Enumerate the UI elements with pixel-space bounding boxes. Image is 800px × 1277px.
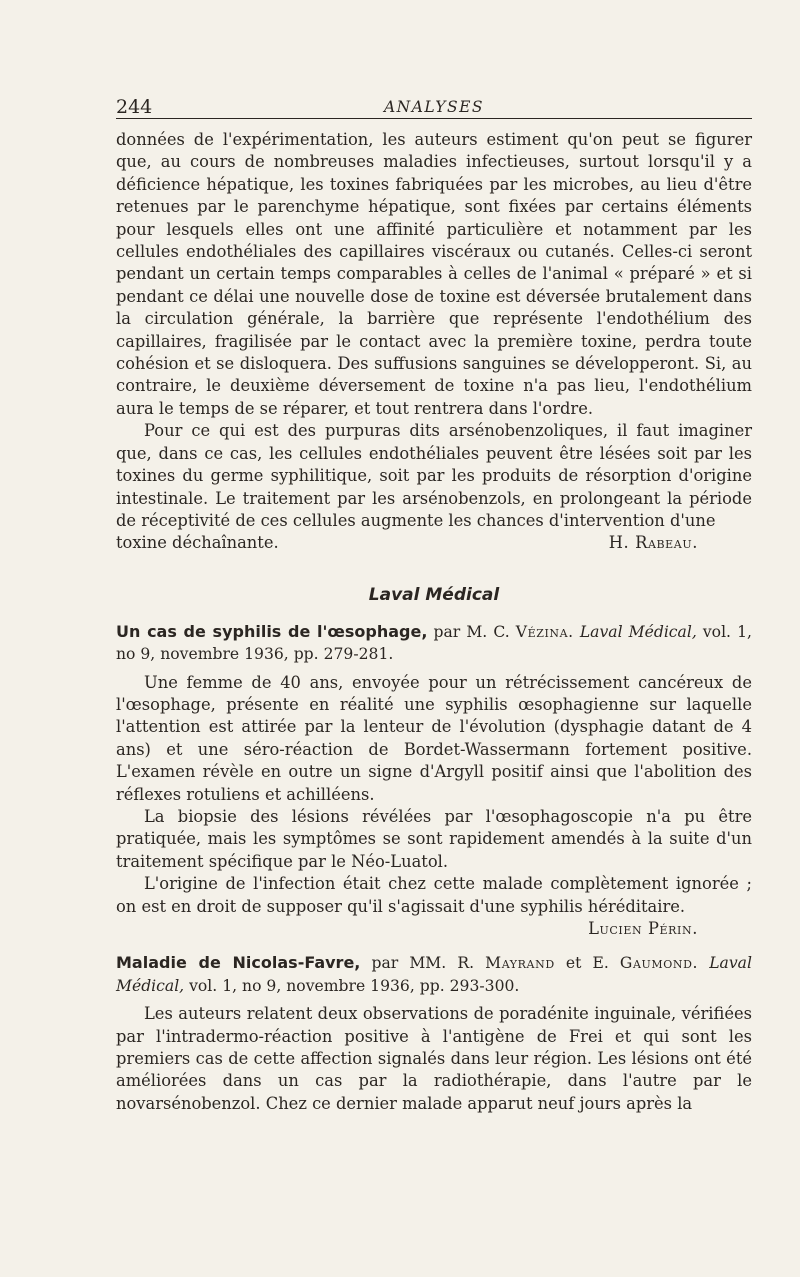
journal-heading: Laval Médical (368, 584, 500, 605)
article-header (116, 952, 752, 997)
article-header (116, 621, 752, 666)
page-number: 244 (116, 96, 153, 118)
article-body (116, 1003, 752, 1115)
running-title: ANALYSES (383, 98, 485, 116)
author-signature: H. Rabeau. (608, 533, 698, 553)
article-and: et E. (565, 954, 609, 973)
author-signature: Lucien Périn. (588, 919, 698, 938)
article-by: par MM. R. (371, 954, 475, 973)
article-journal: Laval Médical, (116, 954, 752, 995)
body-paragraph: Les auteurs relatent deux observations de poradénite inguinale, vérifiées par l'intradermo-réaction positive à l'antigène de Frei et qui sont les premiers cas de cette affection signalés dans leur région. Les lésions ont été améliorées dans un cas par la radiothérapie, dans l'autre par le novarsénobenzol. Chez ce dernier malade apparut neuf jours après la (116, 1004, 752, 1113)
article-body (116, 672, 752, 941)
article-title: Un cas de syphilis de l'œsophage, (116, 621, 428, 641)
article-by: par M. C. (433, 622, 510, 641)
article-citation: vol. 1, no 9, novembre 1936, pp. 293-300. (189, 976, 520, 995)
article-author: Gaumond. (619, 954, 699, 973)
body-paragraph: Pour ce qui est des purpuras dits arsénobenzoliques, il faut imaginer que, dans ce cas, les cellules endothéliales peuvent être lésées soit par les toxines du germe syphilitique, soit par les produits de résorption d'origine intestinale. Le traitement par les arsénobenzols, en prolongeant la période de réceptivité de ces cellules augmente les chances d'intervention d'une (116, 421, 752, 530)
article-journal: Laval Médical, (579, 622, 697, 641)
body-paragraph: La biopsie des lésions révélées par l'œsophagoscopie n'a pu être pratiquée, mais les symptômes se sont rapidement amendés à la suite d'un traitement spécifique par le Néo-Luatol. (116, 806, 752, 871)
body-paragraph: données de l'expérimentation, les auteurs estiment qu'on peut se figurer que, au cours de nombreuses maladies infectieuses, surtout lorsqu'il y a déficience hépatique, les toxines fabriquées par les microbes, au lieu d'être retenues par le parenchyme hépatique, sont fixées par certains éléments pour lesquels elles ont une affinité particulière et notamment par les cellules endothéliales des capillaires viscéraux ou cutanés. Celles-ci seront pendant un certain temps comparables à celles de l'animal « préparé » et si pendant ce délai une nouvelle dose de toxine est déversée brutalement dans la circulation générale, la barrière que représente l'endothélium des capillaires, fragilisée par le contact avec la première toxine, perdra toute cohésion et se disloquera. Des suffusions sanguines se développeront. Si, au contraire, le deuxième déversement de toxine n'a pas lieu, l'endothélium aura le temps de se réparer, et tout rentrera dans l'ordre. (116, 130, 752, 418)
article-author: Vézina. (515, 622, 574, 641)
page (116, 92, 752, 1115)
body-paragraph: L'origine de l'infection était chez cette malade complètement ignorée ; on est en droit de supposer qu'il s'agissait d'une syphilis héréditaire. (116, 874, 752, 916)
body-paragraph-end: toxine déchaînante. (116, 533, 279, 553)
article-citation: vol. 1, no 9, novembre 1936, pp. 279-281. (116, 622, 752, 664)
running-head (116, 92, 752, 119)
body-paragraph: Une femme de 40 ans, envoyée pour un rétrécissement cancéreux de l'œsophage, présente en réalité une syphilis œsophagienne sur laquelle l'attention est attirée par la lenteur de l'évolution (dysphagie datant de 4 ans) et une séro-réaction de Bordet-Wassermann fortement positive. L'examen révèle en outre un signe d'Argyll positif ainsi que l'abolition des réflexes rotuliens et achilléens. (116, 672, 752, 804)
article-title: Maladie de Nicolas-Favre, (116, 953, 361, 973)
article-author: Mayrand (485, 954, 555, 973)
signature-line (116, 532, 752, 554)
